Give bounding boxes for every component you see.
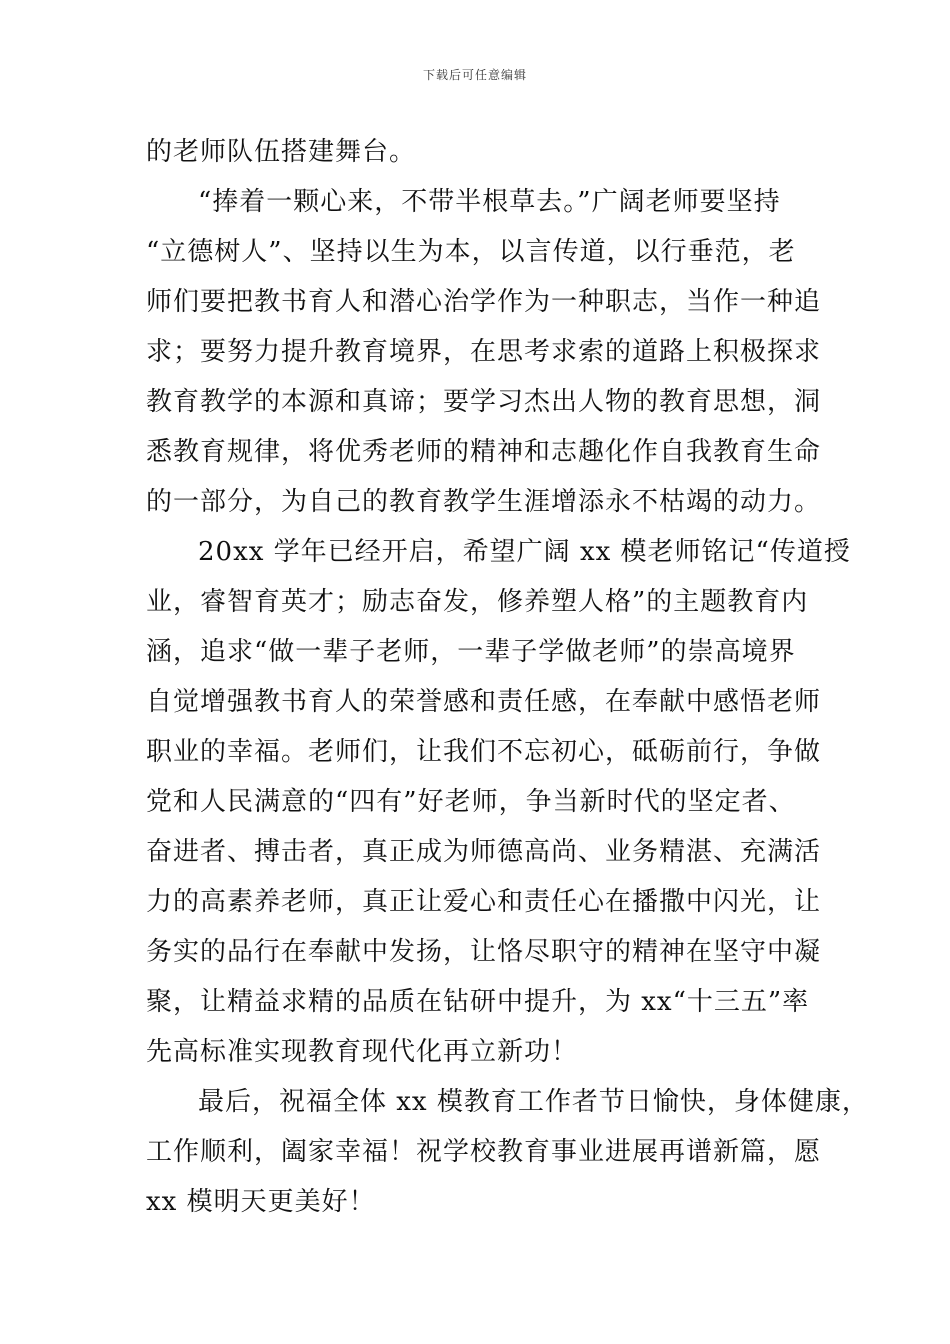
text-line: 涵，追求“做一辈子老师，一辈子学做老师”的崇高境界 bbox=[146, 637, 796, 667]
text-line: 教育教学的本源和真谛；要学习杰出人物的教育思想，洞 bbox=[146, 387, 822, 417]
text-line: 业，睿智育英才；励志奋发，修养塑人格”的主题教育内 bbox=[146, 587, 809, 617]
text-line: 求；要努力提升教育境界，在思考求索的道路上积极探求 bbox=[146, 337, 822, 367]
text-line: 自觉增强教书育人的荣誉感和责任感，在奉献中感悟老师 bbox=[146, 687, 822, 717]
text-line: 党和人民满意的“四有”好老师，争当新时代的坚定者、 bbox=[146, 787, 796, 817]
text-line: 务实的品行在奉献中发扬，让恪尽职守的精神在坚守中凝 bbox=[146, 937, 822, 967]
text-line: 奋进者、搏击者，真正成为师德高尚、业务精湛、充满活 bbox=[146, 837, 822, 867]
text-line: xx 模明天更美好！ bbox=[146, 1187, 376, 1217]
text-line: “捧着一颗心来，不带半根草去。”广阔老师要坚持 bbox=[198, 187, 781, 217]
text-line: 的一部分，为自己的教育教学生涯增添永不枯竭的动力。 bbox=[146, 487, 822, 517]
text-line: 悉教育规律，将优秀老师的精神和志趣化作自我教育生命 bbox=[146, 437, 822, 467]
text-line: 师们要把教书育人和潜心治学作为一种职志，当作一种追 bbox=[146, 287, 822, 317]
text-line: 的老师队伍搭建舞台。 bbox=[146, 137, 417, 167]
text-line: 20xx 学年已经开启，希望广阔 xx 模老师铭记“传道授 bbox=[198, 537, 851, 567]
text-line: 力的高素养老师，真正让爱心和责任心在播撒中闪光，让 bbox=[146, 887, 822, 917]
text-line: 职业的幸福。老师们，让我们不忘初心，砥砺前行，争做 bbox=[146, 737, 822, 767]
document-body bbox=[146, 127, 869, 1227]
text-line: 最后，祝福全体 xx 模教育工作者节日愉快，身体健康， bbox=[198, 1087, 869, 1117]
text-line: 工作顺利，阖家幸福！祝学校教育事业进展再谱新篇，愿 bbox=[146, 1137, 822, 1167]
text-line: “立德树人”、坚持以生为本，以言传道，以行垂范，老 bbox=[146, 237, 796, 267]
text-line: 先高标准实现教育现代化再立新功！ bbox=[146, 1037, 579, 1067]
text-line: 聚，让精益求精的品质在钻研中提升，为 xx“十三五”率 bbox=[146, 987, 810, 1017]
page-header: 下载后可任意编辑 bbox=[422, 68, 527, 82]
